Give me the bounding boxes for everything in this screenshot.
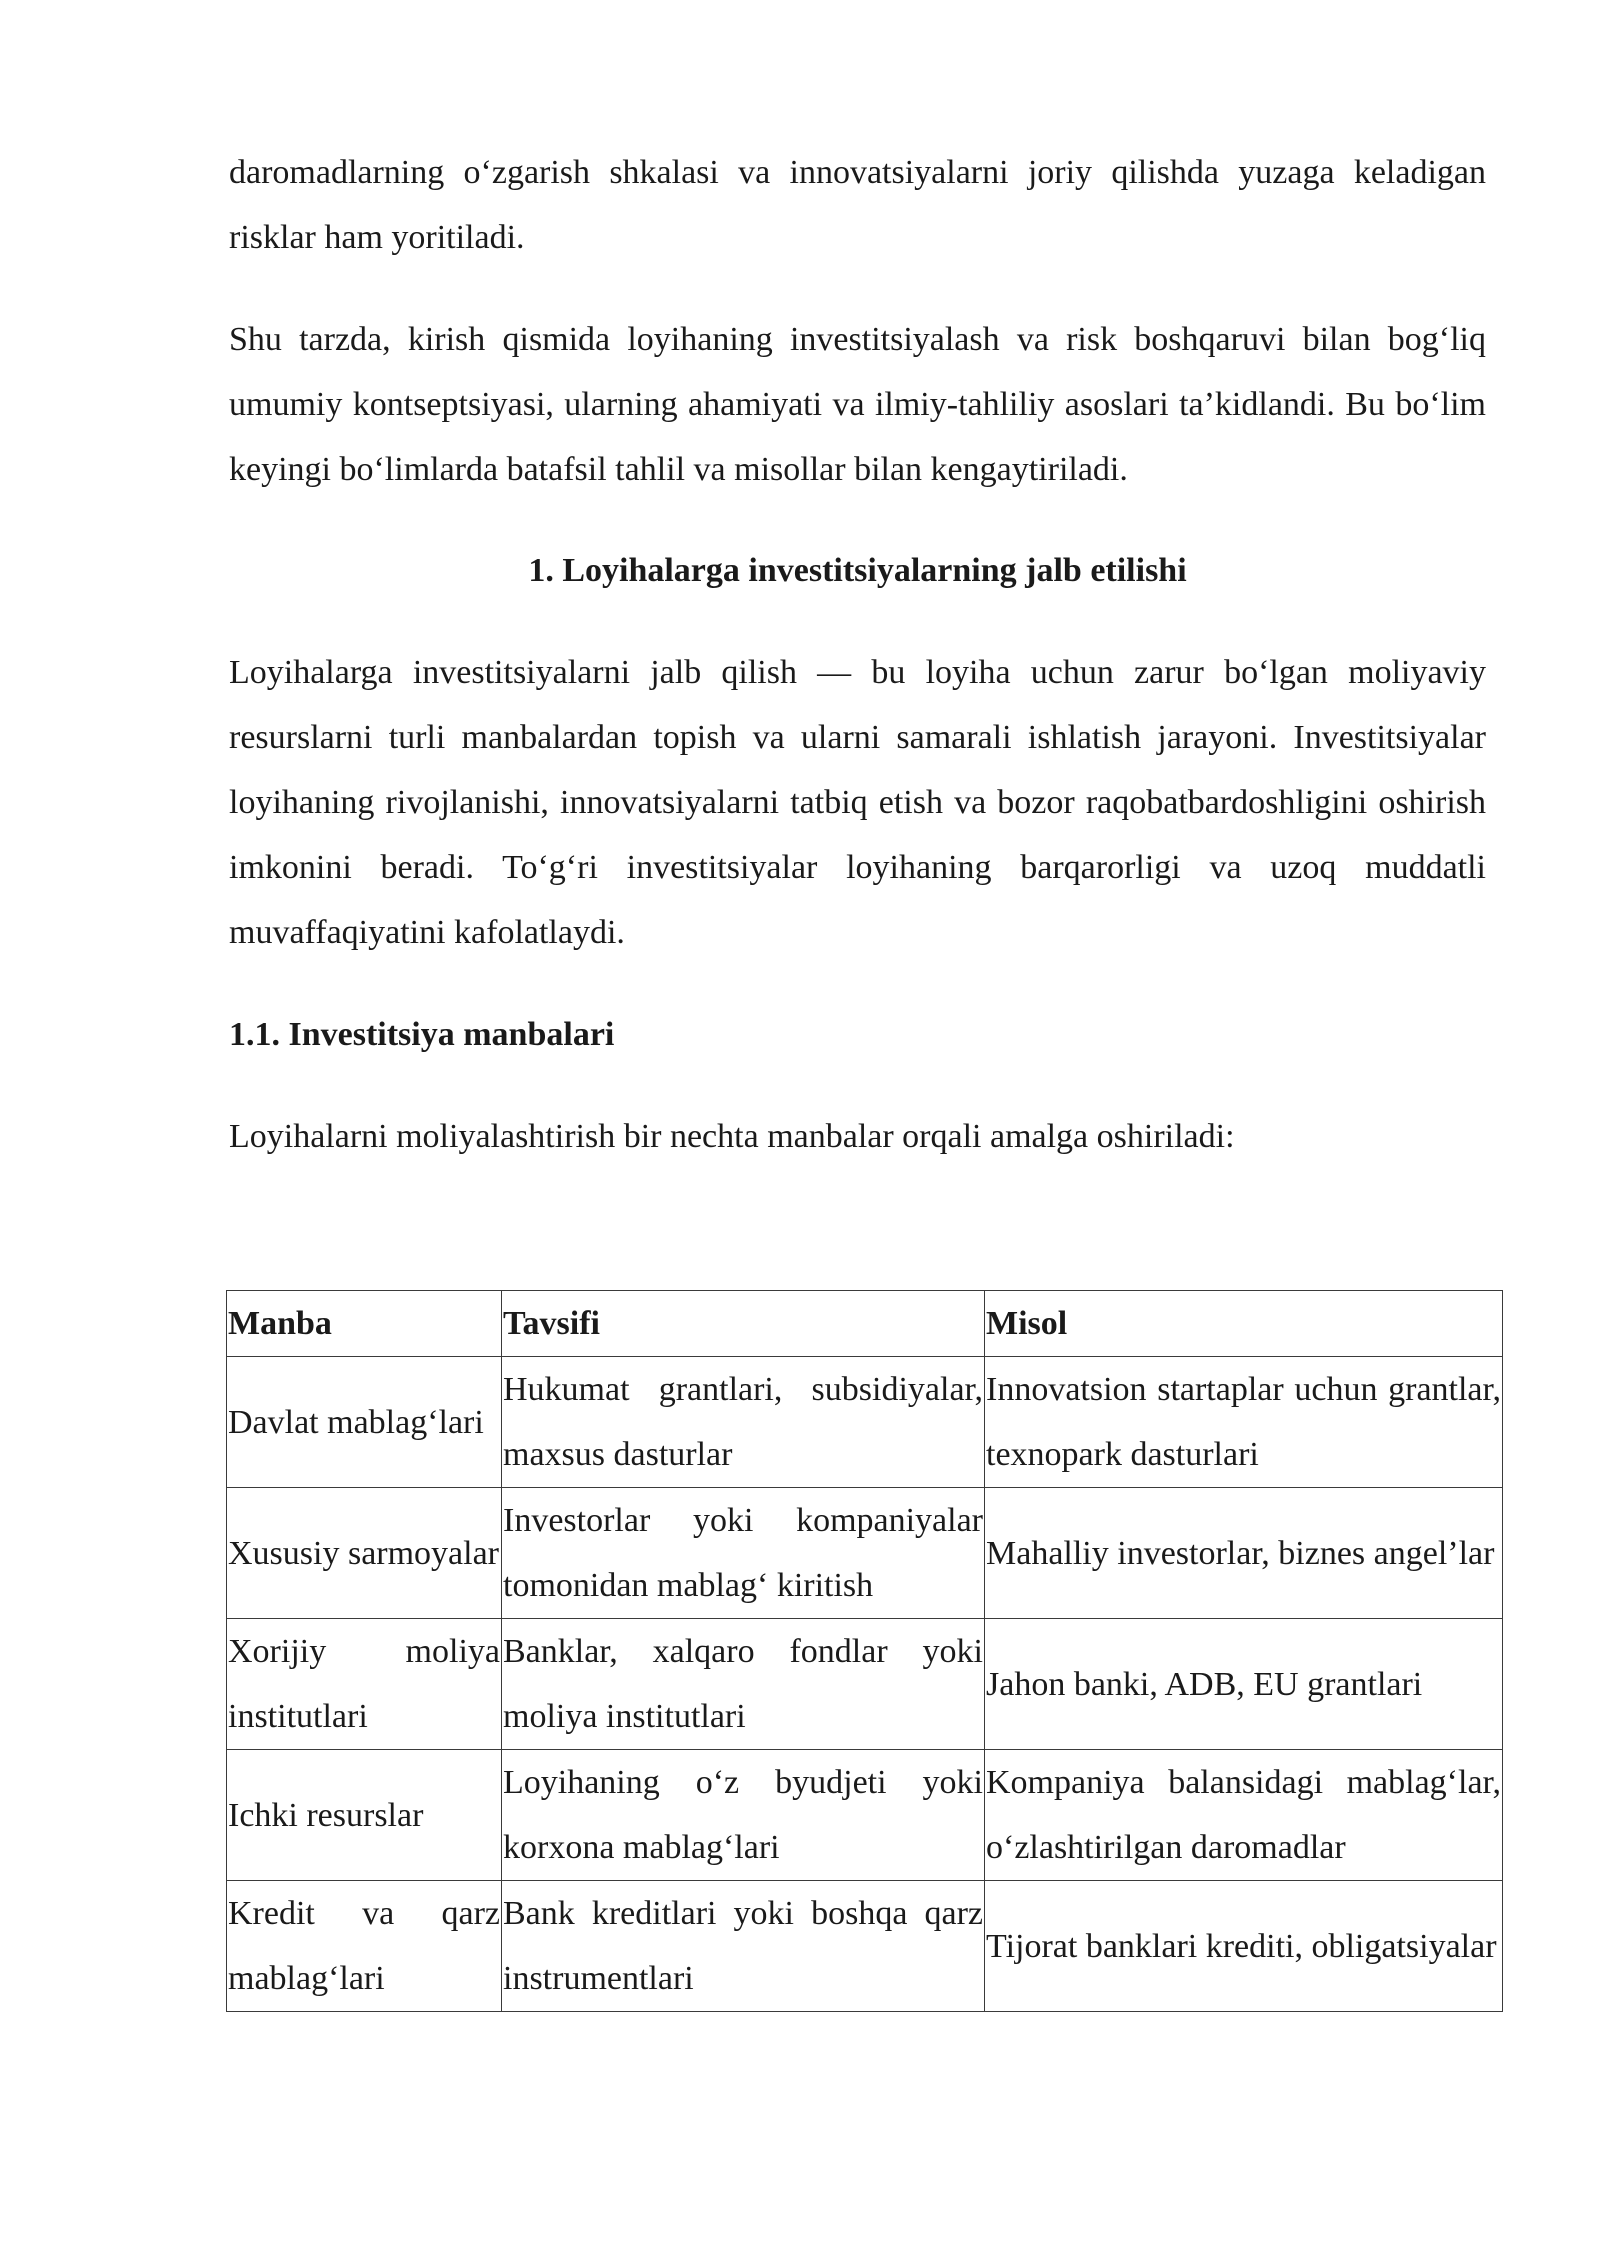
cell-misol: Jahon banki, ADB, EU grantlari xyxy=(985,1619,1503,1750)
document-page xyxy=(229,140,1486,1169)
cell-tavsifi: Loyihaning o‘z byudjeti yoki korxona mablag‘lari xyxy=(502,1750,985,1881)
investment-sources-table xyxy=(226,1290,1503,2012)
section-heading-1: 1. Loyihalarga investitsiyalarning jalb etilishi xyxy=(528,552,1187,589)
cell-manba: Davlat mablag‘lari xyxy=(227,1357,502,1488)
table-row xyxy=(227,1488,1503,1619)
cell-tavsifi: Banklar, xalqaro fondlar yoki moliya institutlari xyxy=(502,1619,985,1750)
paragraph-summary: Shu tarzda, kirish qismida loyihaning investitsiyalash va risk boshqaruvi bilan bog‘liq umumiy kontseptsiyasi, ularning ahamiyati va ilmiy-tahliliy asoslari ta’kidlandi. Bu bo‘lim keyingi bo‘limlarda batafsil tahlil va misollar bilan kengaytiriladi. xyxy=(229,321,1486,488)
cell-tavsifi: Hukumat grantlari, subsidiyalar, maxsus dasturlar xyxy=(502,1357,985,1488)
table-row xyxy=(227,1619,1503,1750)
table-header-row xyxy=(227,1291,1503,1357)
paragraph-section1-body: Loyihalarga investitsiyalarni jalb qilish — bu loyiha uchun zarur bo‘lgan moliyaviy resurslarni turli manbalardan topish va ularni samarali ishlatish jarayoni. Investitsiyalar loyihaning rivojlanishi, innovatsiyalarni tatbiq etish va bozor raqobatbardoshligini oshirish imkonini beradi. To‘g‘ri investitsiyalar loyihaning barqarorligi va uzoq muddatli muvaffaqiyatini kafolatlaydi. xyxy=(229,654,1486,951)
header-misol: Misol xyxy=(985,1291,1503,1357)
cell-misol: Innovatsion startaplar uchun grantlar, texnopark dasturlari xyxy=(985,1357,1503,1488)
table-row xyxy=(227,1881,1503,2012)
table-row xyxy=(227,1750,1503,1881)
cell-misol: Mahalliy investorlar, biznes angel’lar xyxy=(985,1488,1503,1619)
header-manba: Manba xyxy=(227,1291,502,1357)
subsection-heading-1-1: 1.1. Investitsiya manbalari xyxy=(229,1016,615,1053)
paragraph-intro-end: daromadlarning o‘zgarish shkalasi va innovatsiyalarni joriy qilishda yuzaga keladigan risklar ham yoritiladi. xyxy=(229,154,1486,256)
cell-tavsifi: Bank kreditlari yoki boshqa qarz instrumentlari xyxy=(502,1881,985,2012)
cell-manba: Ichki resurslar xyxy=(227,1750,502,1881)
cell-manba: Xususiy sarmoyalar xyxy=(227,1488,502,1619)
cell-tavsifi: Investorlar yoki kompaniyalar tomonidan mablag‘ kiritish xyxy=(502,1488,985,1619)
header-tavsifi: Tavsifi xyxy=(502,1291,985,1357)
cell-misol: Kompaniya balansidagi mablag‘lar, o‘zlashtirilgan daromadlar xyxy=(985,1750,1503,1881)
cell-misol: Tijorat banklari krediti, obligatsiyalar xyxy=(985,1881,1503,2012)
paragraph-table-intro: Loyihalarni moliyalashtirish bir nechta manbalar orqali amalga oshiriladi: xyxy=(229,1118,1235,1155)
table-row xyxy=(227,1357,1503,1488)
cell-manba: Kredit va qarz mablag‘lari xyxy=(227,1881,502,2012)
cell-manba: Xorijiy moliya institutlari xyxy=(227,1619,502,1750)
